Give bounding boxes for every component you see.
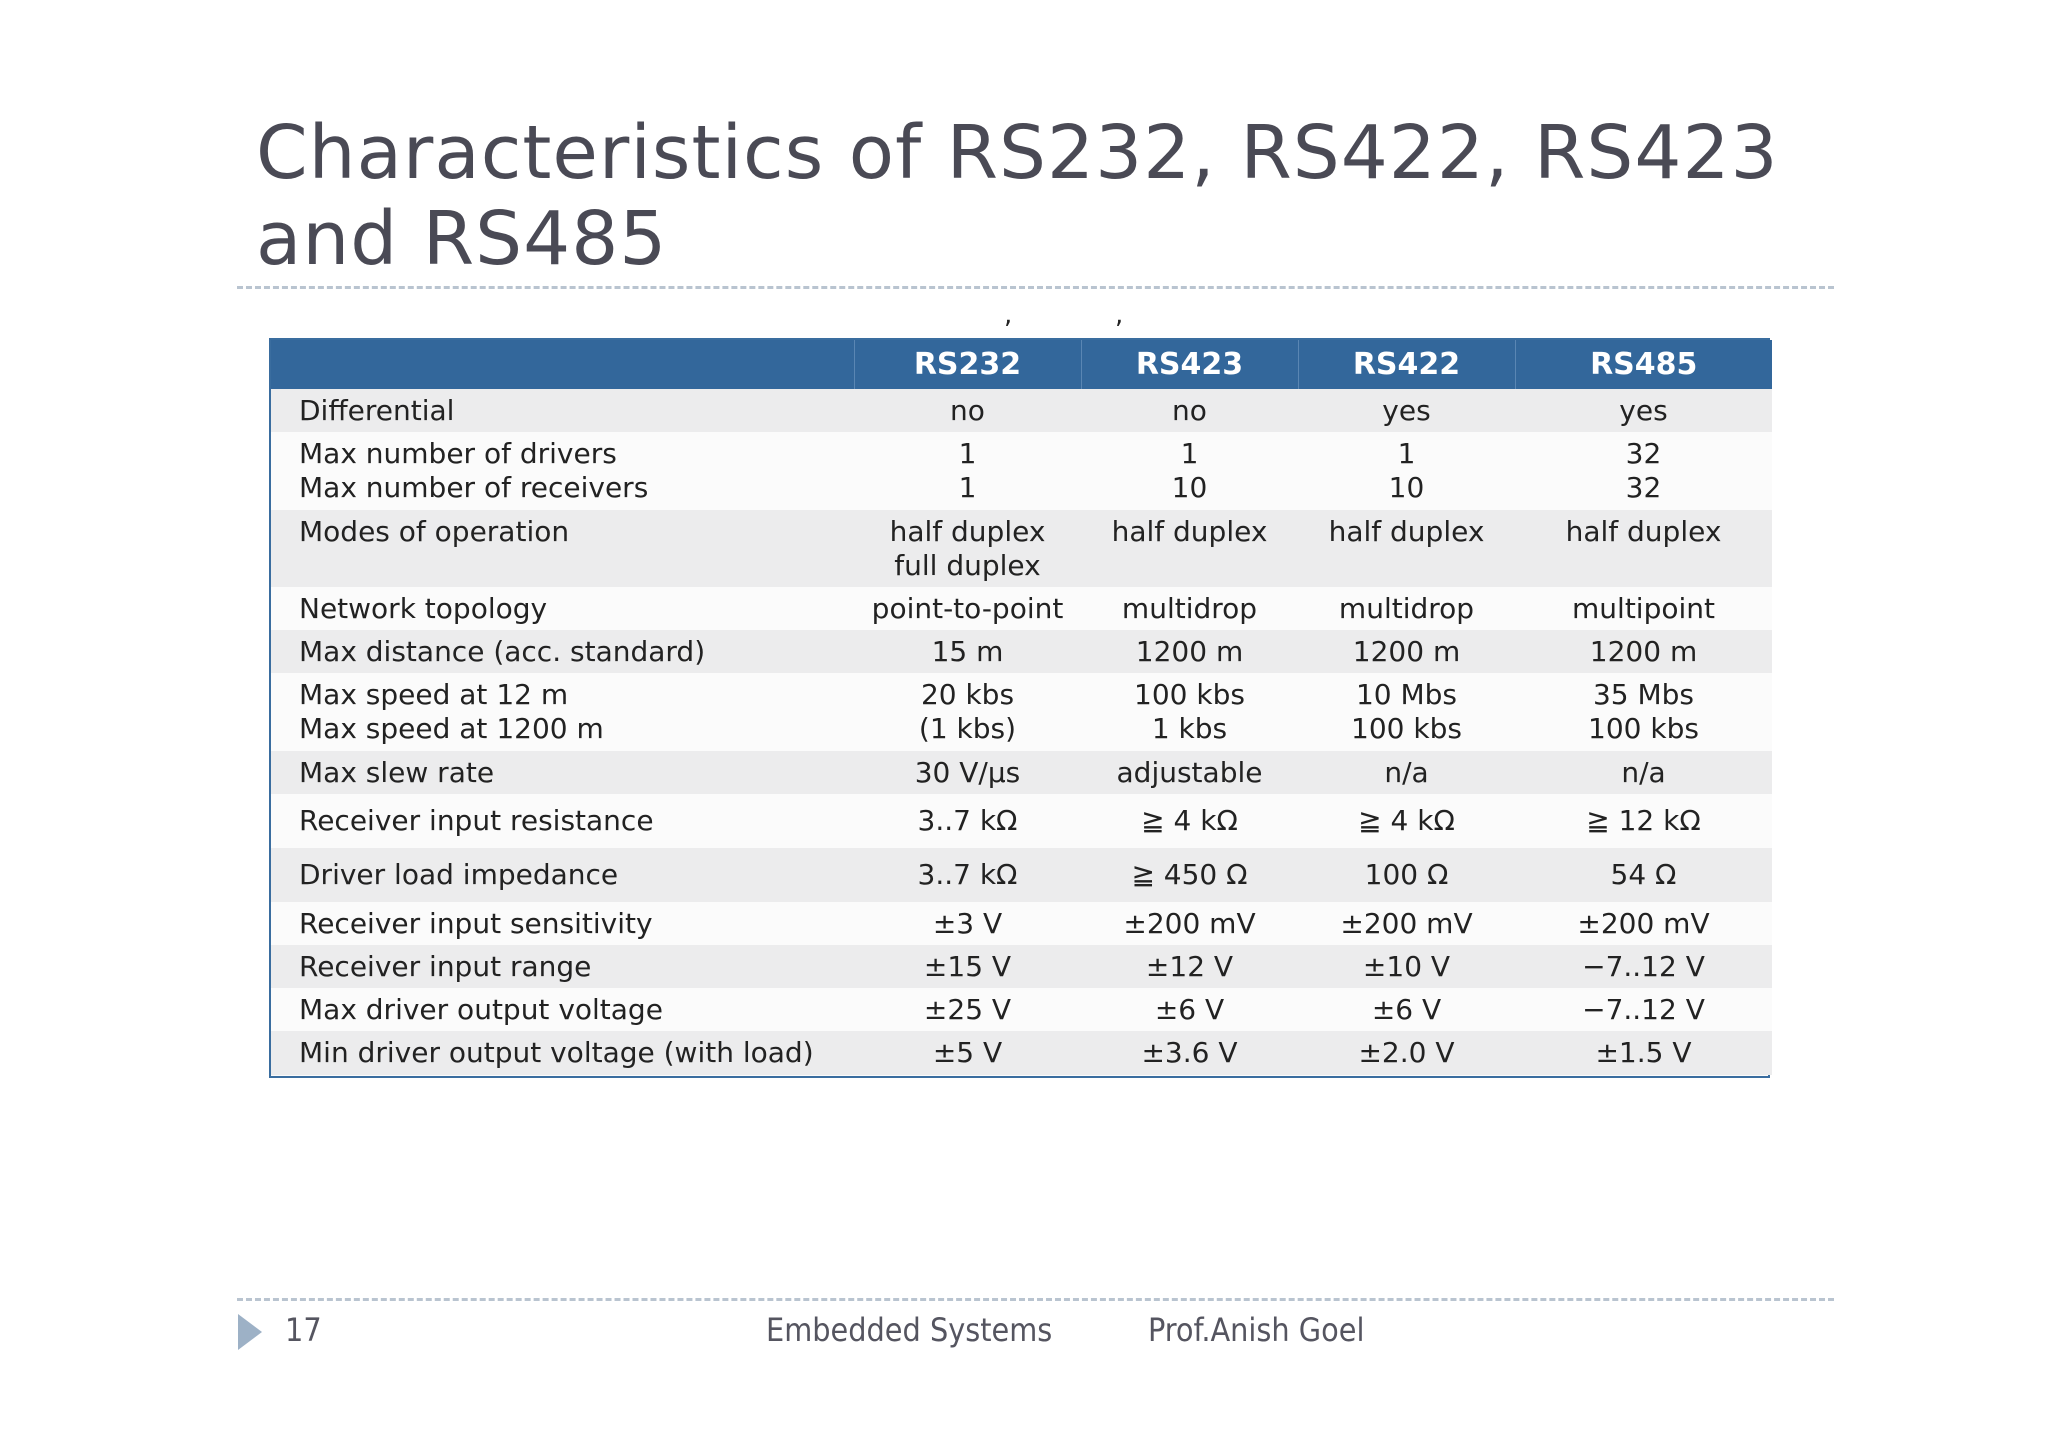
table-cell: 1200 m bbox=[1081, 630, 1298, 673]
page-number: 17 bbox=[285, 1311, 322, 1349]
table-cell: yes bbox=[1515, 389, 1772, 432]
table-row bbox=[271, 510, 1772, 587]
stray-comma-1: , bbox=[1004, 300, 1013, 330]
table-cell: 30 V/μs bbox=[854, 751, 1081, 794]
table-cell: ≧ 12 kΩ bbox=[1515, 794, 1772, 848]
table-cell: n/a bbox=[1515, 751, 1772, 794]
table-cell: 1 10 bbox=[1081, 432, 1298, 510]
row-label: Receiver input resistance bbox=[271, 794, 854, 848]
table-cell: 3..7 kΩ bbox=[854, 794, 1081, 848]
table-cell: half duplex bbox=[1081, 510, 1298, 587]
table-cell: 1 1 bbox=[854, 432, 1081, 510]
table-cell: 15 m bbox=[854, 630, 1081, 673]
table-cell: half duplex full duplex bbox=[854, 510, 1081, 587]
table-row bbox=[271, 902, 1772, 945]
table-cell: yes bbox=[1298, 389, 1515, 432]
row-label: Receiver input sensitivity bbox=[271, 902, 854, 945]
table-row bbox=[271, 794, 1772, 848]
table-cell: ±3 V bbox=[854, 902, 1081, 945]
row-label: Max speed at 12 m Max speed at 1200 m bbox=[271, 673, 854, 751]
slide-title bbox=[256, 110, 1856, 282]
table-cell: ±200 mV bbox=[1081, 902, 1298, 945]
course-name: Embedded Systems bbox=[766, 1311, 1053, 1349]
row-label: Driver load impedance bbox=[271, 848, 854, 902]
stray-comma-2: , bbox=[1115, 300, 1124, 330]
table-cell: ±15 V bbox=[854, 945, 1081, 988]
table-cell: ≧ 4 kΩ bbox=[1081, 794, 1298, 848]
row-label: Receiver input range bbox=[271, 945, 854, 988]
table-row bbox=[271, 945, 1772, 988]
table-cell: 10 Mbs 100 kbs bbox=[1298, 673, 1515, 751]
table-cell: multidrop bbox=[1081, 587, 1298, 630]
footer-divider bbox=[237, 1298, 1834, 1301]
title-divider bbox=[237, 286, 1834, 289]
header-cell-rs423: RS423 bbox=[1081, 340, 1298, 389]
table-cell: ±6 V bbox=[1081, 988, 1298, 1031]
row-label: Modes of operation bbox=[271, 510, 854, 587]
table-cell: 54 Ω bbox=[1515, 848, 1772, 902]
table-cell: half duplex bbox=[1298, 510, 1515, 587]
table-cell: multidrop bbox=[1298, 587, 1515, 630]
table-cell: 100 Ω bbox=[1298, 848, 1515, 902]
table-cell: 1 10 bbox=[1298, 432, 1515, 510]
table-cell: 1200 m bbox=[1515, 630, 1772, 673]
table-cell: ±3.6 V bbox=[1081, 1031, 1298, 1075]
table-cell: −7..12 V bbox=[1515, 988, 1772, 1031]
table-cell: ±2.0 V bbox=[1298, 1031, 1515, 1075]
table-cell: 35 Mbs 100 kbs bbox=[1515, 673, 1772, 751]
table-cell: n/a bbox=[1298, 751, 1515, 794]
row-label: Max number of drivers Max number of receivers bbox=[271, 432, 854, 510]
header-cell-rs422: RS422 bbox=[1298, 340, 1515, 389]
header-cell-rs485: RS485 bbox=[1515, 340, 1772, 389]
row-label: Network topology bbox=[271, 587, 854, 630]
table-cell: ±12 V bbox=[1081, 945, 1298, 988]
table-cell: ±10 V bbox=[1298, 945, 1515, 988]
table-row bbox=[271, 673, 1772, 751]
slide-title-line-1: Characteristics of RS232, RS422, RS423 bbox=[256, 110, 1779, 196]
table-row bbox=[271, 389, 1772, 432]
table-row bbox=[271, 432, 1772, 510]
table-row bbox=[271, 630, 1772, 673]
comparison-table bbox=[269, 338, 1770, 1078]
table-row bbox=[271, 751, 1772, 794]
table-cell: ±200 mV bbox=[1515, 902, 1772, 945]
table-cell: half duplex bbox=[1515, 510, 1772, 587]
author-name: Prof.Anish Goel bbox=[1148, 1311, 1365, 1349]
table-row bbox=[271, 587, 1772, 630]
header-cell-rs232: RS232 bbox=[854, 340, 1081, 389]
table-cell: no bbox=[854, 389, 1081, 432]
table-row bbox=[271, 1031, 1772, 1075]
table-cell: point-to-point bbox=[854, 587, 1081, 630]
spec-table bbox=[271, 340, 1772, 1075]
table-cell: ≧ 4 kΩ bbox=[1298, 794, 1515, 848]
table-row bbox=[271, 848, 1772, 902]
table-cell: −7..12 V bbox=[1515, 945, 1772, 988]
table-cell: ±200 mV bbox=[1298, 902, 1515, 945]
table-cell: 32 32 bbox=[1515, 432, 1772, 510]
table-row bbox=[271, 988, 1772, 1031]
row-label: Differential bbox=[271, 389, 854, 432]
slide-title-line-2: and RS485 bbox=[256, 196, 668, 282]
row-label: Max driver output voltage bbox=[271, 988, 854, 1031]
row-label: Min driver output voltage (with load) bbox=[271, 1031, 854, 1075]
table-header-row bbox=[271, 340, 1772, 389]
table-cell: ≧ 450 Ω bbox=[1081, 848, 1298, 902]
table-cell: ±25 V bbox=[854, 988, 1081, 1031]
table-cell: ±1.5 V bbox=[1515, 1031, 1772, 1075]
table-cell: 3..7 kΩ bbox=[854, 848, 1081, 902]
table-cell: no bbox=[1081, 389, 1298, 432]
stray-marks bbox=[0, 300, 2048, 330]
header-cell-empty bbox=[271, 340, 854, 389]
triangle-bullet-icon bbox=[238, 1314, 262, 1350]
table-cell: ±6 V bbox=[1298, 988, 1515, 1031]
table-cell: 100 kbs 1 kbs bbox=[1081, 673, 1298, 751]
row-label: Max slew rate bbox=[271, 751, 854, 794]
table-cell: multipoint bbox=[1515, 587, 1772, 630]
row-label: Max distance (acc. standard) bbox=[271, 630, 854, 673]
table-cell: 20 kbs (1 kbs) bbox=[854, 673, 1081, 751]
table-cell: adjustable bbox=[1081, 751, 1298, 794]
table-cell: 1200 m bbox=[1298, 630, 1515, 673]
table-cell: ±5 V bbox=[854, 1031, 1081, 1075]
